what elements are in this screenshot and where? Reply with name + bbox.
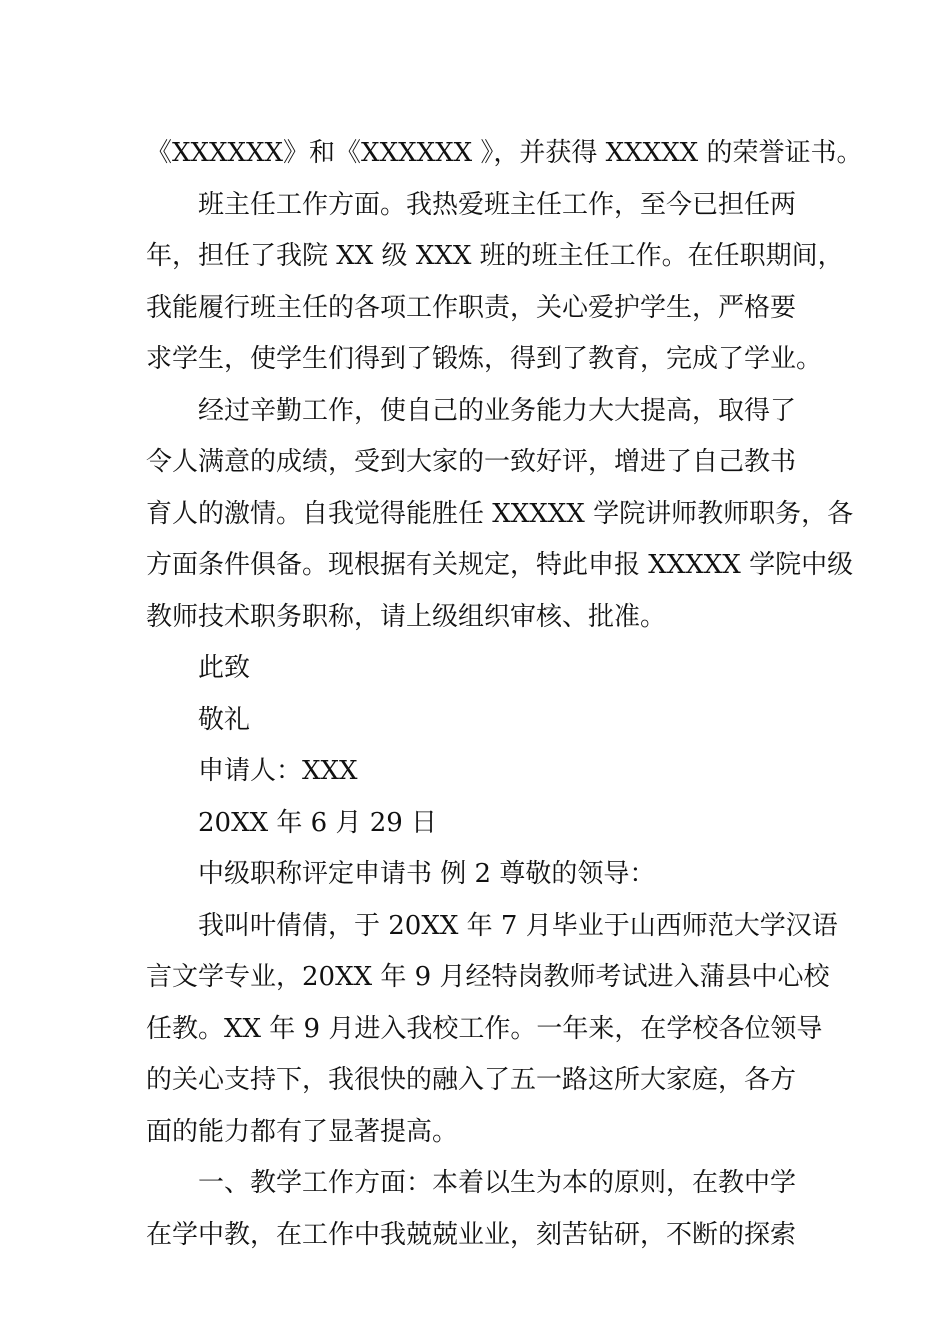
text-line: 我能履行班主任的各项工作职责，关心爱护学生，严格要 — [146, 292, 797, 323]
section-heading: 中级职称评定申请书 例 2 尊敬的领导： — [198, 859, 656, 889]
text-line: 经过辛勤工作，使自己的业务能力大大提高，取得了 — [198, 395, 797, 426]
text-line: 班主任工作方面。我热爱班主任工作，至今已担任两 — [198, 189, 797, 220]
text-line: 面的能力都有了显著提高。 — [146, 1116, 459, 1147]
text-line: 育人的激情。自我觉得能胜任 XXXXX 学院讲师教师职务，各 — [146, 498, 854, 529]
text-line: 令人满意的成绩，受到大家的一致好评，增进了自己教书 — [146, 447, 797, 477]
closing-regards: 敬礼 — [198, 704, 251, 735]
text-line: 我叫叶倩倩，于 20XX 年 7 月毕业于山西师范大学汉语 — [198, 910, 838, 941]
text-line: 言文学专业，20XX 年 9 月经特岗教师考试进入蒲县中心校 — [146, 962, 830, 992]
applicant-signature: 申请人：XXX — [198, 756, 358, 786]
application-date: 20XX 年 6 月 29 日 — [198, 807, 438, 838]
text-line: 教师技术职务职称，请上级组织审核、批准。 — [146, 601, 667, 632]
text-line: 一、教学工作方面：本着以生为本的原则，在教中学 — [198, 1168, 797, 1198]
text-line: 的关心支持下，我很快的融入了五一路这所大家庭，各方 — [146, 1065, 797, 1095]
text-line: 方面条件俱备。现根据有关规定，特此申报 XXXXX 学院中级 — [146, 550, 854, 580]
text-line: 年，担任了我院 XX 级 XXX 班的班主任工作。在任职期间， — [146, 241, 844, 271]
document-body — [146, 128, 863, 1261]
closing-salutation: 此致 — [198, 653, 251, 683]
text-line: 在学中教，在工作中我兢兢业业，刻苦钻研，不断的探索 — [146, 1219, 797, 1250]
text-line: 求学生，使学生们得到了锻炼，得到了教育，完成了学业。 — [146, 344, 823, 374]
text-line: 任教。XX 年 9 月进入我校工作。一年来，在学校各位领导 — [146, 1013, 823, 1044]
text-line: 《XXXXXX》和《XXXXXX 》，并获得 XXXXX 的荣誉证书。 — [146, 138, 863, 168]
